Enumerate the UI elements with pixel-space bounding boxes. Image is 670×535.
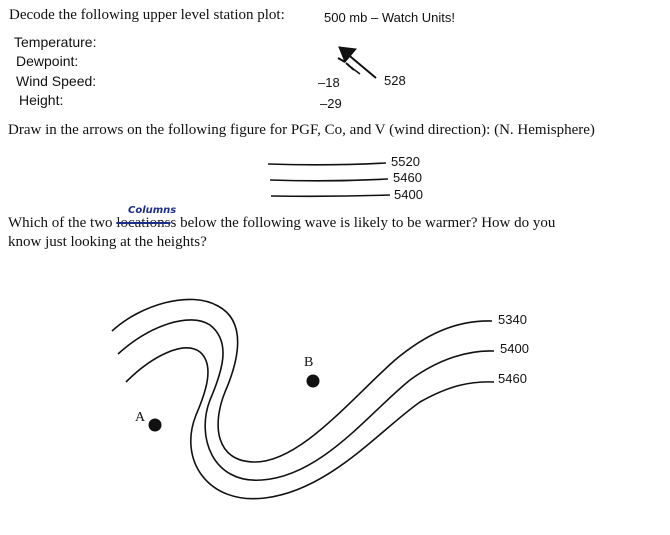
point-a-label: A (135, 410, 146, 425)
q3-contour-label-3: 5460 (498, 371, 527, 386)
q3-struck-suffix: s (170, 215, 177, 231)
point-b-label: B (304, 355, 314, 370)
field-temperature: Temperature: (14, 34, 97, 50)
field-height: Height: (19, 92, 64, 108)
field-dewpoint: Dewpoint: (16, 53, 79, 69)
field-wind-speed: Wind Speed: (16, 73, 97, 89)
q2-contour-label-1: 5520 (391, 154, 420, 169)
q3-prompt-line2: know just looking at the heights? (8, 234, 207, 250)
q2-contour-label-3: 5400 (394, 187, 423, 202)
q3-wave-contour-5460 (126, 348, 494, 499)
q1-note: 500 mb – Watch Units! (324, 10, 456, 25)
plot-temperature: –18 (318, 75, 340, 90)
q3-prompt-before: Which of the two (8, 215, 117, 231)
q2-contour-line-2 (270, 179, 388, 181)
q3-wave-contour-5400 (118, 320, 494, 480)
plot-height-code: 528 (384, 73, 406, 88)
q1-prompt: Decode the following upper level station plot: (9, 7, 285, 23)
q3-contour-label-2: 5400 (500, 341, 529, 356)
station-plot-symbol (338, 47, 376, 78)
q2-prompt: Draw in the arrows on the following figure for PGF, Co, and V (wind direction): (N. Hemisphere) (8, 122, 595, 138)
q2-contour-line-3 (271, 195, 390, 196)
q3-contour-label-1: 5340 (498, 312, 527, 327)
plot-dewpoint: –29 (320, 96, 342, 111)
point-a-marker (149, 419, 162, 432)
q3-struck-word: locations (116, 215, 171, 231)
q3-prompt-after: below the following wave is likely to be warmer? How do you (176, 215, 556, 231)
point-b-marker (307, 375, 320, 388)
q2-contour-lines (268, 163, 390, 196)
q2-contour-label-2: 5460 (393, 170, 422, 185)
q3-wave-contours (112, 299, 494, 498)
q3-handwritten-correction: Columns (128, 205, 177, 216)
q2-contour-line-1 (268, 163, 386, 165)
